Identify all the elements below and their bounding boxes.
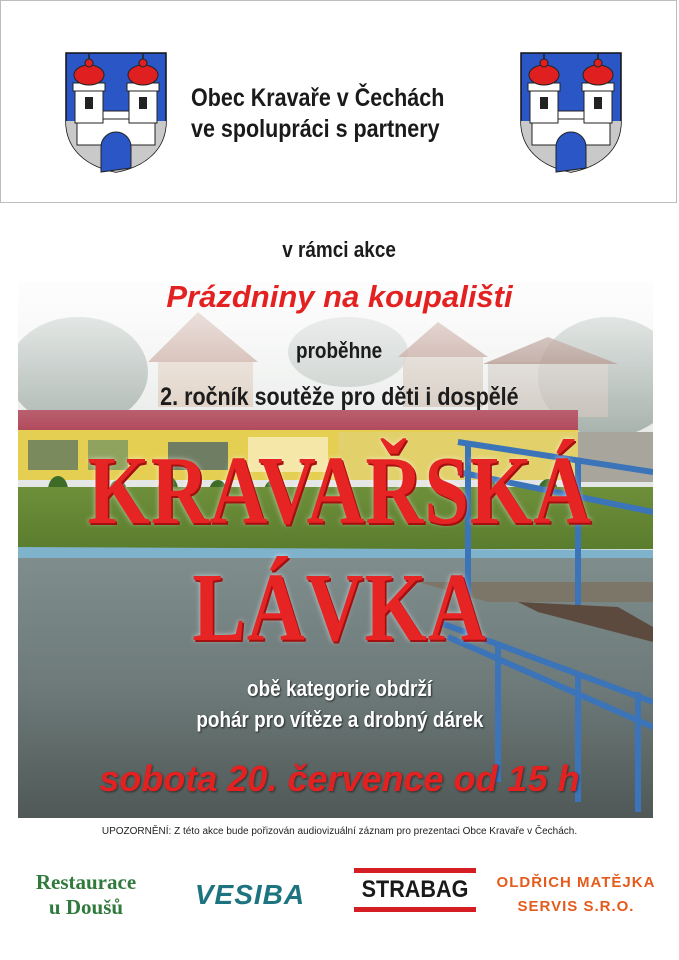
edition-text: 2. ročník soutěže pro děti i dospělé: [160, 383, 519, 411]
verb-text: proběhne: [296, 338, 383, 363]
intro-row: [0, 237, 679, 263]
date-row: [0, 758, 679, 800]
coat-of-arms-icon: [63, 51, 169, 173]
strabag-text: STRABAG: [361, 876, 469, 903]
restaurace-line-1: Restaurace: [35, 870, 137, 894]
recording-warning: UPOZORNĚNÍ: Z této akce bude pořizován audiovizuální záznam pro prezentaci Obce Kravaře v Čechách.: [101, 826, 578, 837]
prize-row-2: [0, 706, 679, 734]
title-row-1: [0, 436, 679, 546]
sponsor-vesiba-logo: VESIBA: [194, 879, 306, 910]
header-text: [191, 83, 466, 145]
coat-of-arms-icon: [518, 51, 624, 173]
event-name: Prázdniny na koupališti: [166, 279, 513, 314]
restaurace-line-2: u Doušů: [48, 895, 124, 919]
prize-row-1: [0, 675, 679, 703]
event-row: [0, 279, 679, 315]
sponsor-oldrich-matejka: [492, 871, 660, 919]
title-row-2: [0, 553, 679, 663]
header-panel: [0, 0, 677, 203]
prize-line-1: obě kategorie obdrží: [246, 676, 433, 701]
event-date: sobota 20. července od 15 h: [99, 758, 580, 799]
sponsor-strabag-logo: [354, 868, 476, 912]
sponsor-restaurace-u-dousu: [22, 870, 150, 920]
title-line-1: KRAVAŘSKÁ: [87, 437, 592, 545]
matejka-line-2: SERVIS S.R.O.: [517, 898, 635, 915]
prize-line-2: pohár pro vítěze a drobný dárek: [195, 707, 484, 732]
title-line-2: LÁVKA: [192, 554, 487, 662]
verb-row: [0, 338, 679, 364]
header-line-1: Obec Kravaře v Čechách: [191, 84, 445, 112]
matejka-line-1: OLDŘICH MATĚJKA: [496, 874, 656, 891]
header-line-2: ve spolupráci s partnery: [191, 115, 440, 143]
intro-text: v rámci akce: [282, 237, 397, 262]
edition-row: [0, 383, 679, 412]
